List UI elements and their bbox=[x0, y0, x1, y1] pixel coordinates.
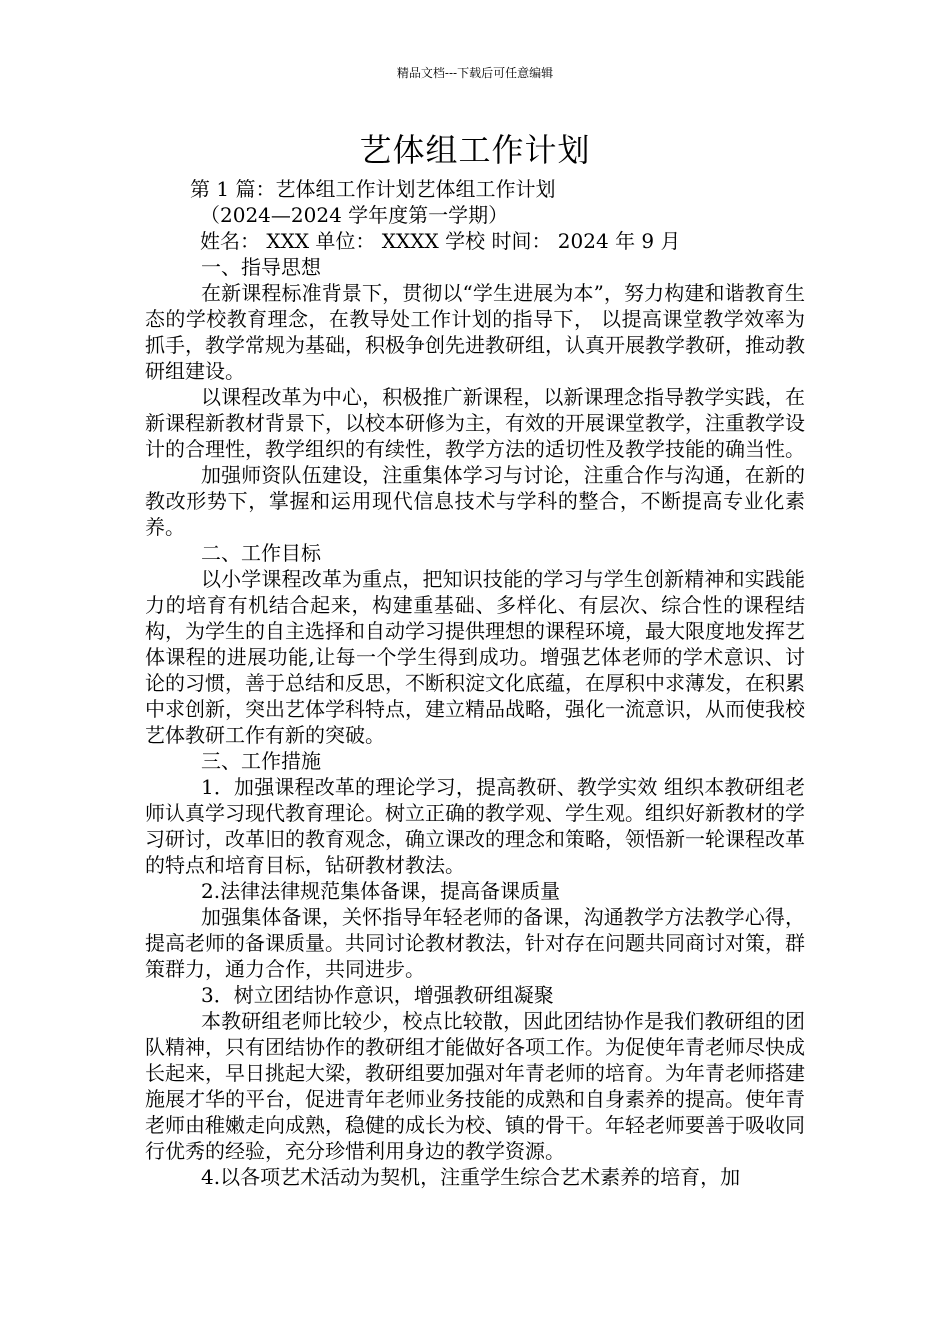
subsection-heading: 3．树立团结协作意识，增强教研组凝聚 bbox=[201, 983, 554, 1007]
document-body bbox=[145, 176, 805, 1190]
document-title: 艺体组工作计划 bbox=[359, 131, 591, 169]
paragraph: 加强集体备课，关怀指导年轻老师的备课，沟通教学方法教学心得，提高老师的备课质量。共同讨论教材教法，针对存在问题共同商讨对策，群策群力，通力合作，共同进步。 bbox=[145, 905, 805, 981]
paragraph: 以课程改革为中心，积极推广新课程，以新课理念指导教学实践，在新课程新教材背景下，以校本研修为主，有效的开展课堂教学，注重教学设计的合理性，教学组织的有续性，教学方法的适切性及教学技能的确当性。 bbox=[145, 385, 805, 461]
section-heading: 一、指导思想 bbox=[201, 255, 321, 279]
paragraph: 4.以各项艺术活动为契机，注重学生综合艺术素养的培育，加 bbox=[201, 1165, 741, 1189]
author-info-line: 姓名： XXX 单位： XXXX 学校 时间： 2024 年 9 月 bbox=[200, 229, 681, 253]
page-header: 精品文档---下载后可任意编辑 bbox=[396, 66, 554, 80]
paragraph: 在新课程标准背景下，贯彻以“学生进展为本”，努力构建和谐教育生态的学校教育理念，在教导处工作计划的指导下， 以提高课堂教学效率为抓手，教学常规为基础，积极争创先进教研组，认真开展教学教研，推动教研组建设。 bbox=[145, 281, 805, 383]
subsection-heading: 2.法律法律规范集体备课，提高备课质量 bbox=[201, 879, 561, 903]
section-heading: 二、工作目标 bbox=[201, 541, 321, 565]
part-title-line: 第 1 篇：艺体组工作计划艺体组工作计划 bbox=[190, 177, 556, 201]
section-heading: 三、工作措施 bbox=[201, 749, 321, 773]
term-line: （2024—2024 学年度第一学期） bbox=[200, 203, 509, 227]
paragraph: 1．加强课程改革的理论学习，提高教研、教学实效 组织本教研组老师认真学习现代教育理论。树立正确的教学观、学生观。组织好新教材的学习研讨，改革旧的教育观念，确立课改的理念和策略，领悟新一轮课程改革的特点和培育目标，钻研教材教法。 bbox=[145, 775, 805, 877]
paragraph: 以小学课程改革为重点，把知识技能的学习与学生创新精神和实践能力的培育有机结合起来，构建重基础、多样化、有层次、综合性的课程结构，为学生的自主选择和自动学习提供理想的课程环境，最大限度地发挥艺体课程的进展功能,让每一个学生得到成功。增强艺体老师的学术意识、讨论的习惯，善于总结和反思，不断积淀文化底蕴，在厚积中求薄发，在积累中求创新，突出艺体学科特点，建立精品战略，强化一流意识，从而使我校艺体教研工作有新的突破。 bbox=[145, 567, 805, 747]
paragraph: 本教研组老师比较少，校点比较散，因此团结协作是我们教研组的团队精神，只有团结协作的教研组才能做好各项工作。为促使年青老师尽快成长起来，早日挑起大梁，教研组要加强对年青老师的培育。为年青老师搭建施展才华的平台，促进青年老师业务技能的成熟和自身素养的提高。使年青老师由稚嫩走向成熟，稳健的成长为校、镇的骨干。年轻老师要善于吸收同行优秀的经验，充分珍惜利用身边的教学资源。 bbox=[145, 1009, 805, 1163]
paragraph: 加强师资队伍建设，注重集体学习与讨论，注重合作与沟通，在新的教改形势下，掌握和运用现代信息技术与学科的整合，不断提高专业化素养。 bbox=[145, 463, 805, 539]
